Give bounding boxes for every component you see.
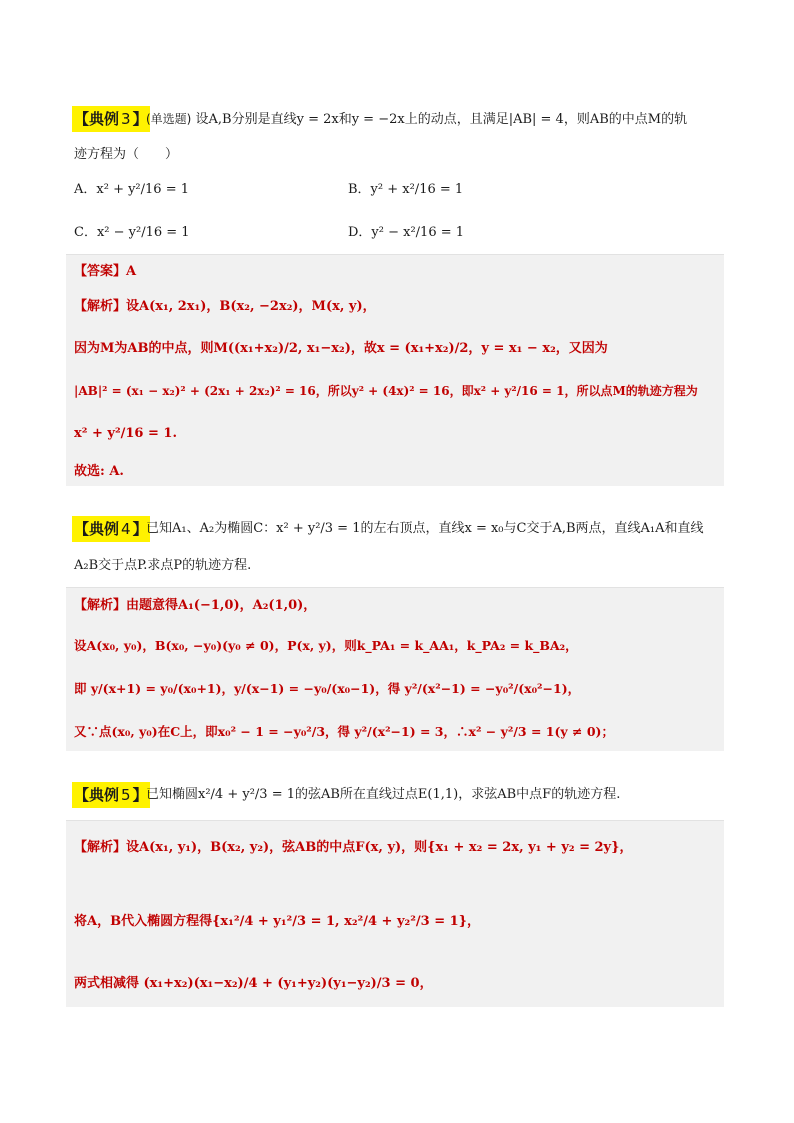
example-4-question-line-1: 已知A₁、A₂为椭圆C：x² + y²/3 = 1的左右顶点，直线x = x₀与C交于A,B两点，直线A₁A和直线 xyxy=(146,521,704,536)
analysis-label: 【解析】 xyxy=(74,598,127,613)
badge-number: 4 xyxy=(121,520,131,538)
example-5-badge xyxy=(72,782,150,808)
badge-end: 】 xyxy=(132,520,148,538)
badge-label: 【典例 xyxy=(74,786,120,804)
badge-end: 】 xyxy=(132,786,148,804)
answer-value: A xyxy=(126,264,137,279)
example-5-question: 已知椭圆x²/4 + y²/3 = 1的弦AB所在直线过点E(1,1)，求弦AB中点F的轨迹方程. xyxy=(146,787,621,802)
example-3-solution-panel xyxy=(66,254,724,486)
ex5-analysis-step-3: 两式相减得 (x₁+x₂)(x₁−x₂)/4 + (y₁+y₂)(y₁−y₂)/3 = 0， xyxy=(74,976,433,991)
analysis-step-2: 因为M为AB的中点，则M((x₁+x₂)/2, x₁−x₂)，故x = (x₁+x₂)/2，y = x₁ − x₂，又因为 xyxy=(74,341,608,356)
ex5-analysis-step-1 xyxy=(74,838,632,858)
ex4-analysis-step-4: 又∵点(x₀, y₀)在C上，即x₀² − 1 = −y₀²/3，得 y²/(x²−1) = 3，∴x² − y²/3 = 1(y ≠ 0)； xyxy=(74,724,614,739)
badge-label: 【典例 xyxy=(74,520,120,538)
badge-end: 】 xyxy=(132,110,148,128)
example-4-question-line-2: A₂B交于点P.求点P的轨迹方程. xyxy=(74,558,252,573)
example-3-question-line-1 xyxy=(146,109,687,130)
badge-number: 5 xyxy=(121,786,131,804)
example-4-badge xyxy=(72,516,150,542)
analysis-text: 设A(x₁, y₁)，B(x₂, y₂)，弦AB的中点F(x, y)，则{x₁ + x₂ = 2x, y₁ + y₂ = 2y}， xyxy=(126,840,633,855)
option-d: D．y² − x²/16 = 1 xyxy=(348,225,465,240)
analysis-step-1 xyxy=(74,297,376,317)
analysis-label: 【解析】 xyxy=(74,840,127,855)
option-a: A．x² + y²/16 = 1 xyxy=(74,182,189,197)
question-text: 设A,B分别是直线y = 2x和y = −2x上的动点，且满足|AB| = 4，则AB的中点M的轨 xyxy=(195,112,688,127)
option-b: B．y² + x²/16 = 1 xyxy=(348,182,464,197)
example-3-badge xyxy=(72,106,150,132)
answer-row xyxy=(74,262,136,282)
analysis-step-4: x² + y²/16 = 1. xyxy=(74,426,177,441)
analysis-text: 设A(x₁, 2x₁)，B(x₂, −2x₂)，M(x, y)， xyxy=(126,299,376,314)
example-3-question-line-2: 迹方程为（ ） xyxy=(74,147,179,162)
option-c: C．x² − y²/16 = 1 xyxy=(74,225,190,240)
answer-label: 【答案】 xyxy=(74,264,127,279)
ex4-analysis-step-1 xyxy=(74,596,316,616)
ex5-analysis-step-2: 将A，B代入椭圆方程得{x₁²/4 + y₁²/3 = 1, x₂²/4 + y₂²/3 = 1}， xyxy=(74,914,481,929)
analysis-text: 由题意得A₁(−1,0)，A₂(1,0)， xyxy=(126,598,317,613)
question-type: (单选题) xyxy=(146,112,192,126)
ex4-analysis-step-2: 设A(x₀, y₀)，B(x₀, −y₀)(y₀ ≠ 0)，P(x, y)，则k_PA₁ = k_AA₁，k_PA₂ = k_BA₂， xyxy=(74,638,578,653)
analysis-step-5: 故选: A. xyxy=(74,464,124,479)
ex4-analysis-step-3: 即 y/(x+1) = y₀/(x₀+1)，y/(x−1) = −y₀/(x₀−1)，得 y²/(x²−1) = −y₀²/(x₀²−1)， xyxy=(74,681,581,696)
badge-label: 【典例 xyxy=(74,110,120,128)
badge-number: 3 xyxy=(121,110,131,128)
analysis-label: 【解析】 xyxy=(74,299,127,314)
analysis-step-3: |AB|² = (x₁ − x₂)² + (2x₁ + 2x₂)² = 16，所以y² + (4x)² = 16，即x² + y²/16 = 1，所以点M的轨迹方程为 xyxy=(74,384,698,398)
